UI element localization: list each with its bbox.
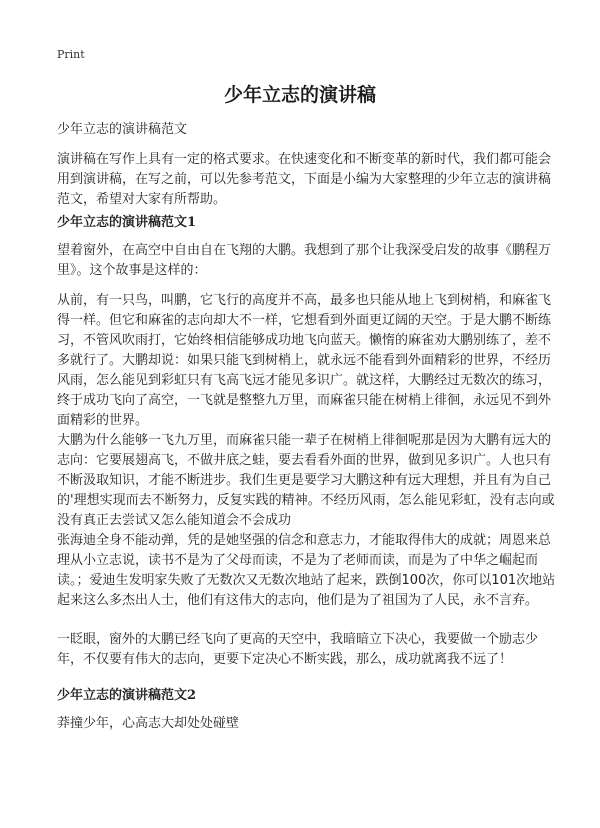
- paragraph: 大鹏为什么能够一飞九万里，而麻雀只能一辈子在树梢上徘徊呢那是因为大鹏有远大的志向：它要展翅高飞，不做井底之蛙，要去看看外面的世界，做到见多识广。人也只有不断汲取知识，才能不断进步。我们生更是要学习大鹏这种有远大理想，并且有为自己的'理想实现而去不断努力，反复实践的精神。不经历风雨，怎么能见彩虹，没有志向或没有真正去尝试又怎么能知道会不会成功: [57, 433, 555, 528]
- page-title: 少年立志的演讲稿: [223, 84, 376, 106]
- section-heading-2: 少年立志的演讲稿范文2: [57, 688, 197, 703]
- paragraph: 张海迪全身不能动弹，凭的是她坚强的信念和意志力，才能取得伟大的成就；周恩来总理从小立志说，读书不是为了父母而读，不是为了老师而读，而是为了中华之崛起而读。；爱迪生发明家失败了无数次又无数次地站了起来，跌倒100次，你可以101次地站起来这么多杰出人士，他们有这伟大的志向，他们是为了祖国为了人民，永不言弃。: [57, 533, 556, 608]
- section-heading-1: 少年立志的演讲稿范文1: [57, 215, 197, 230]
- intro-paragraph: 演讲稿在写作上具有一定的格式要求。在快速变化和不断变革的新时代，我们都可能会用到演讲稿，在写之前，可以先参考范文，下面是小编为大家整理的少年立志的演讲稿范文，希望对大家有所帮助。: [57, 152, 552, 207]
- paragraph: 一眨眼，窗外的大鹏已经飞向了更高的天空中，我暗暗立下决心，我要做一个励志少年，不仅要有伟大的志向，更要下定决心不断实践，那么，成功就离我不远了！: [57, 632, 539, 667]
- paragraph: 望着窗外，在高空中自由自在飞翔的大鹏。我想到了那个让我深受启发的故事《鹏程万里》。这个故事是这样的：: [57, 243, 552, 278]
- paragraph: 莽撞少年，心高志大却处处碰壁: [57, 716, 240, 731]
- paragraph: 从前，有一只鸟，叫鹏，它飞行的高度并不高，最多也只能从地上飞到树梢，和麻雀飞得一样。但它和麻雀的志向却大不一样，它想看到外面更辽阔的天空。于是大鹏不断练习，不管风吹雨打，它始终相信能够成功地飞向蓝天。懒惰的麻雀劝大鹏别练了，差不多就行了。大鹏却说：如果只能飞到树梢上，就永远不能看到外面精彩的世界，不经历风雨，怎么能见到彩虹只有飞高飞远才能见多识广。就这样，大鹏经过无数次的练习，终于成功飞向了高空，一飞就是整整九万里，而麻雀只能在树梢上徘徊，永远见不到外面精彩的世界。: [57, 293, 552, 428]
- print-link[interactable]: Print: [57, 48, 85, 61]
- article-subtitle: 少年立志的演讲稿范文: [57, 122, 188, 137]
